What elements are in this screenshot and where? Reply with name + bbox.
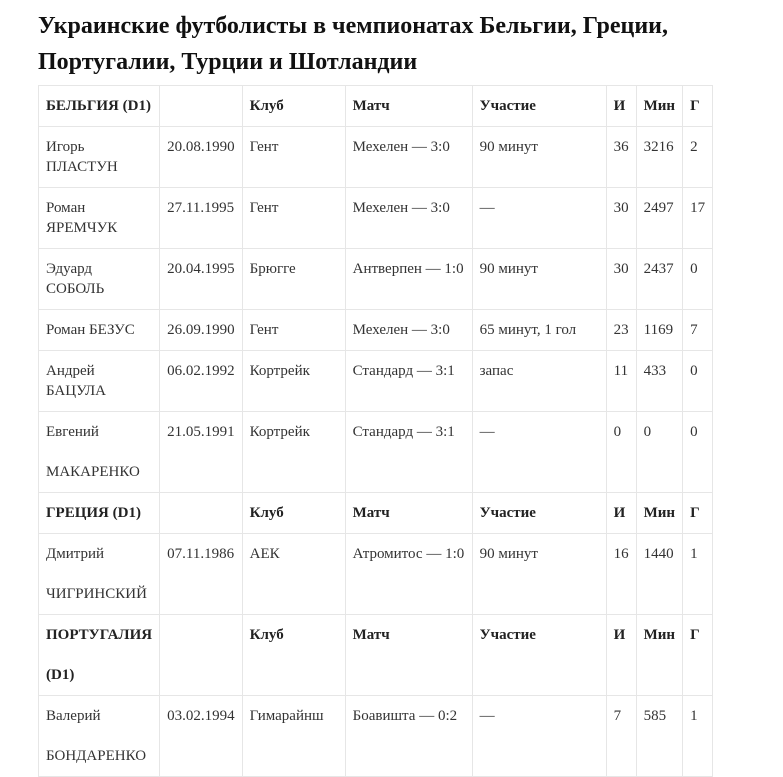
match-header: Матч (345, 615, 472, 696)
participation: 90 минут (472, 127, 606, 188)
match: Стандард — 3:1 (345, 351, 472, 412)
player-name: Евгений МАКАРЕНКО (39, 412, 160, 493)
country-header: БЕЛЬГИЯ (D1) (39, 86, 160, 127)
match: Антверпен — 1:0 (345, 249, 472, 310)
goals: 1 (683, 696, 713, 777)
match: Мехелен — 3:0 (345, 188, 472, 249)
minutes: 3216 (636, 127, 682, 188)
club: Кортрейк (242, 351, 345, 412)
club: Гент (242, 188, 345, 249)
games: 0 (606, 412, 636, 493)
birth-date: 20.04.1995 (160, 249, 243, 310)
birth-date: 20.08.1990 (160, 127, 243, 188)
country-header: ГРЕЦИЯ (D1) (39, 493, 160, 534)
match: Атромитос — 1:0 (345, 534, 472, 615)
goals: 0 (683, 249, 713, 310)
goals-header: Г (683, 86, 713, 127)
participation-header: Участие (472, 615, 606, 696)
participation-header: Участие (472, 86, 606, 127)
minutes-header: Мин (636, 615, 682, 696)
birth-date: 03.02.1994 (160, 696, 243, 777)
match-header: Матч (345, 86, 472, 127)
player-name: Роман БЕЗУС (39, 310, 160, 351)
games-header: И (606, 493, 636, 534)
goals: 17 (683, 188, 713, 249)
games: 36 (606, 127, 636, 188)
games: 11 (606, 351, 636, 412)
club-header: Клуб (242, 615, 345, 696)
participation-header: Участие (472, 493, 606, 534)
section-header-row (39, 493, 713, 534)
table-row (39, 534, 713, 615)
date-header (160, 615, 243, 696)
games-header: И (606, 615, 636, 696)
minutes: 585 (636, 696, 682, 777)
club-header: Клуб (242, 493, 345, 534)
birth-date: 21.05.1991 (160, 412, 243, 493)
player-name: Дмитрий ЧИГРИНСКИЙ (39, 534, 160, 615)
minutes: 2497 (636, 188, 682, 249)
table-row (39, 696, 713, 777)
table-row (39, 188, 713, 249)
minutes: 1440 (636, 534, 682, 615)
table-row (39, 310, 713, 351)
club-header: Клуб (242, 86, 345, 127)
minutes: 0 (636, 412, 682, 493)
match: Мехелен — 3:0 (345, 127, 472, 188)
games-header: И (606, 86, 636, 127)
games: 7 (606, 696, 636, 777)
match: Боавишта — 0:2 (345, 696, 472, 777)
games: 30 (606, 188, 636, 249)
club: Кортрейк (242, 412, 345, 493)
player-name: Игорь ПЛАСТУН (39, 127, 160, 188)
club: Гент (242, 127, 345, 188)
participation: 90 минут (472, 249, 606, 310)
player-name: Андрей БАЦУЛА (39, 351, 160, 412)
minutes-header: Мин (636, 493, 682, 534)
minutes: 2437 (636, 249, 682, 310)
goals: 7 (683, 310, 713, 351)
match: Стандард — 3:1 (345, 412, 472, 493)
club: Гент (242, 310, 345, 351)
goals: 0 (683, 351, 713, 412)
match-header: Матч (345, 493, 472, 534)
minutes-header: Мин (636, 86, 682, 127)
birth-date: 06.02.1992 (160, 351, 243, 412)
date-header (160, 86, 243, 127)
player-name: Роман ЯРЕМЧУК (39, 188, 160, 249)
section-header-row (39, 86, 713, 127)
club: АЕК (242, 534, 345, 615)
games: 16 (606, 534, 636, 615)
participation: 90 минут (472, 534, 606, 615)
player-name: Эдуард СОБОЛЬ (39, 249, 160, 310)
minutes: 433 (636, 351, 682, 412)
birth-date: 26.09.1990 (160, 310, 243, 351)
table-row (39, 412, 713, 493)
birth-date: 27.11.1995 (160, 188, 243, 249)
participation: — (472, 696, 606, 777)
goals-header: Г (683, 493, 713, 534)
match: Мехелен — 3:0 (345, 310, 472, 351)
games: 23 (606, 310, 636, 351)
player-name: Валерий БОНДАРЕНКО (39, 696, 160, 777)
games: 30 (606, 249, 636, 310)
participation: — (472, 188, 606, 249)
page-title: Украинские футболисты в чемпионатах Бельгии, Греции, Португалии, Турции и Шотландии (38, 13, 668, 75)
minutes: 1169 (636, 310, 682, 351)
table-row (39, 127, 713, 188)
participation: запас (472, 351, 606, 412)
date-header (160, 493, 243, 534)
goals-header: Г (683, 615, 713, 696)
goals: 0 (683, 412, 713, 493)
country-header: ПОРТУГАЛИЯ (D1) (39, 615, 160, 696)
birth-date: 07.11.1986 (160, 534, 243, 615)
participation: 65 минут, 1 гол (472, 310, 606, 351)
goals: 2 (683, 127, 713, 188)
section-header-row (39, 615, 713, 696)
goals: 1 (683, 534, 713, 615)
table-row (39, 351, 713, 412)
club: Гимарайнш (242, 696, 345, 777)
club: Брюгге (242, 249, 345, 310)
players-table (38, 85, 713, 777)
table-row (39, 249, 713, 310)
participation: — (472, 412, 606, 493)
